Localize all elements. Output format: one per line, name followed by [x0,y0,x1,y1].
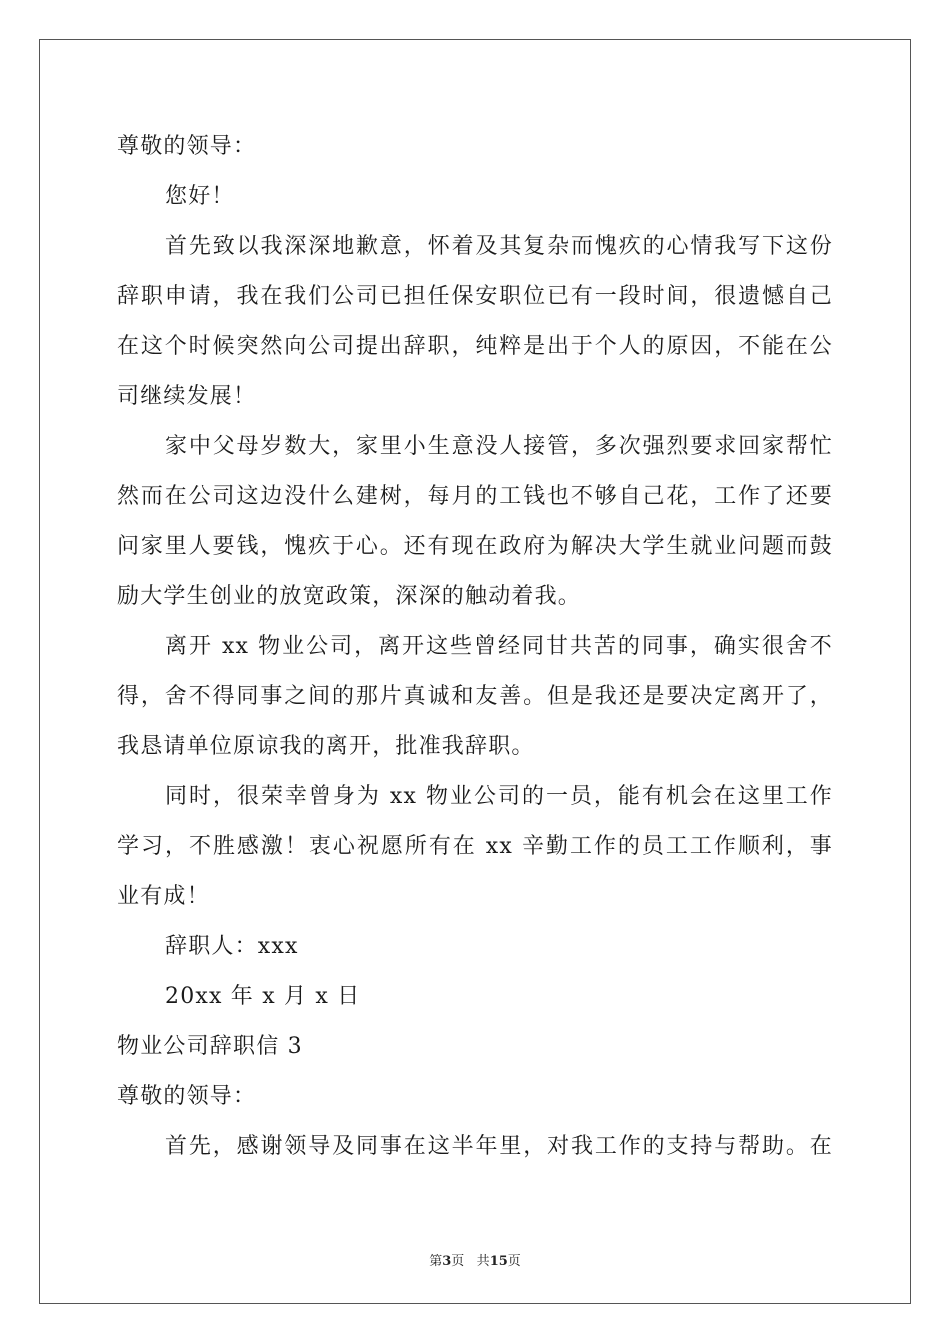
paragraph-line: 励大学生创业的放宽政策，深深的触动着我。 [117,584,582,609]
total-pages: 15 [489,1254,508,1269]
paragraph-line: 学习，不胜感激！衷心祝愿所有在 xx 辛勤工作的员工工作顺利，事 [117,834,833,859]
paragraph-line: 问家里人要钱，愧疚于心。还有现在政府为解决大学生就业问题而鼓 [117,534,833,559]
total-suffix: 页 [507,1254,521,1269]
paragraph-line: 首先致以我深深地歉意，怀着及其复杂而愧疚的心情我写下这份 [165,234,833,259]
document-body [117,122,833,1172]
section-heading: 物业公司辞职信 3 [117,1034,303,1059]
page-prefix: 第 [429,1254,443,1269]
salutation: 尊敬的领导： [117,134,257,159]
page-suffix: 页 [451,1254,465,1269]
page-footer [0,1250,950,1269]
paragraph-line: 在这个时候突然向公司提出辞职，纯粹是出于个人的原因，不能在公 [117,334,833,359]
paragraph-line: 然而在公司这边没什么建树，每月的工钱也不够自己花，工作了还要 [117,484,833,509]
paragraph-line: 辞职申请，我在我们公司已担任保安职位已有一段时间，很遗憾自己 [117,284,833,309]
paragraph-line: 离开 xx 物业公司，离开这些曾经同甘共苦的同事，确实很舍不 [165,634,833,659]
paragraph-line: 家中父母岁数大，家里小生意没人接管，多次强烈要求回家帮忙 [165,434,833,459]
paragraph-line: 同时，很荣幸曾身为 xx 物业公司的一员，能有机会在这里工作 [165,784,833,809]
page-number: 3 [442,1254,452,1269]
paragraph-line: 得，舍不得同事之间的那片真诚和友善。但是我还是要决定离开了， [117,684,833,709]
date: 20xx 年 x 月 x 日 [165,984,361,1009]
salutation: 尊敬的领导： [117,1084,257,1109]
greeting: 您好！ [165,184,235,209]
total-prefix: 共 [476,1254,490,1269]
paragraph-line: 业有成！ [117,884,210,909]
paragraph-line: 首先，感谢领导及同事在这半年里，对我工作的支持与帮助。在 [165,1134,833,1159]
signature: 辞职人：xxx [165,934,299,959]
paragraph-line: 我恳请单位原谅我的离开，批准我辞职。 [117,734,535,759]
paragraph-line: 司继续发展！ [117,384,257,409]
